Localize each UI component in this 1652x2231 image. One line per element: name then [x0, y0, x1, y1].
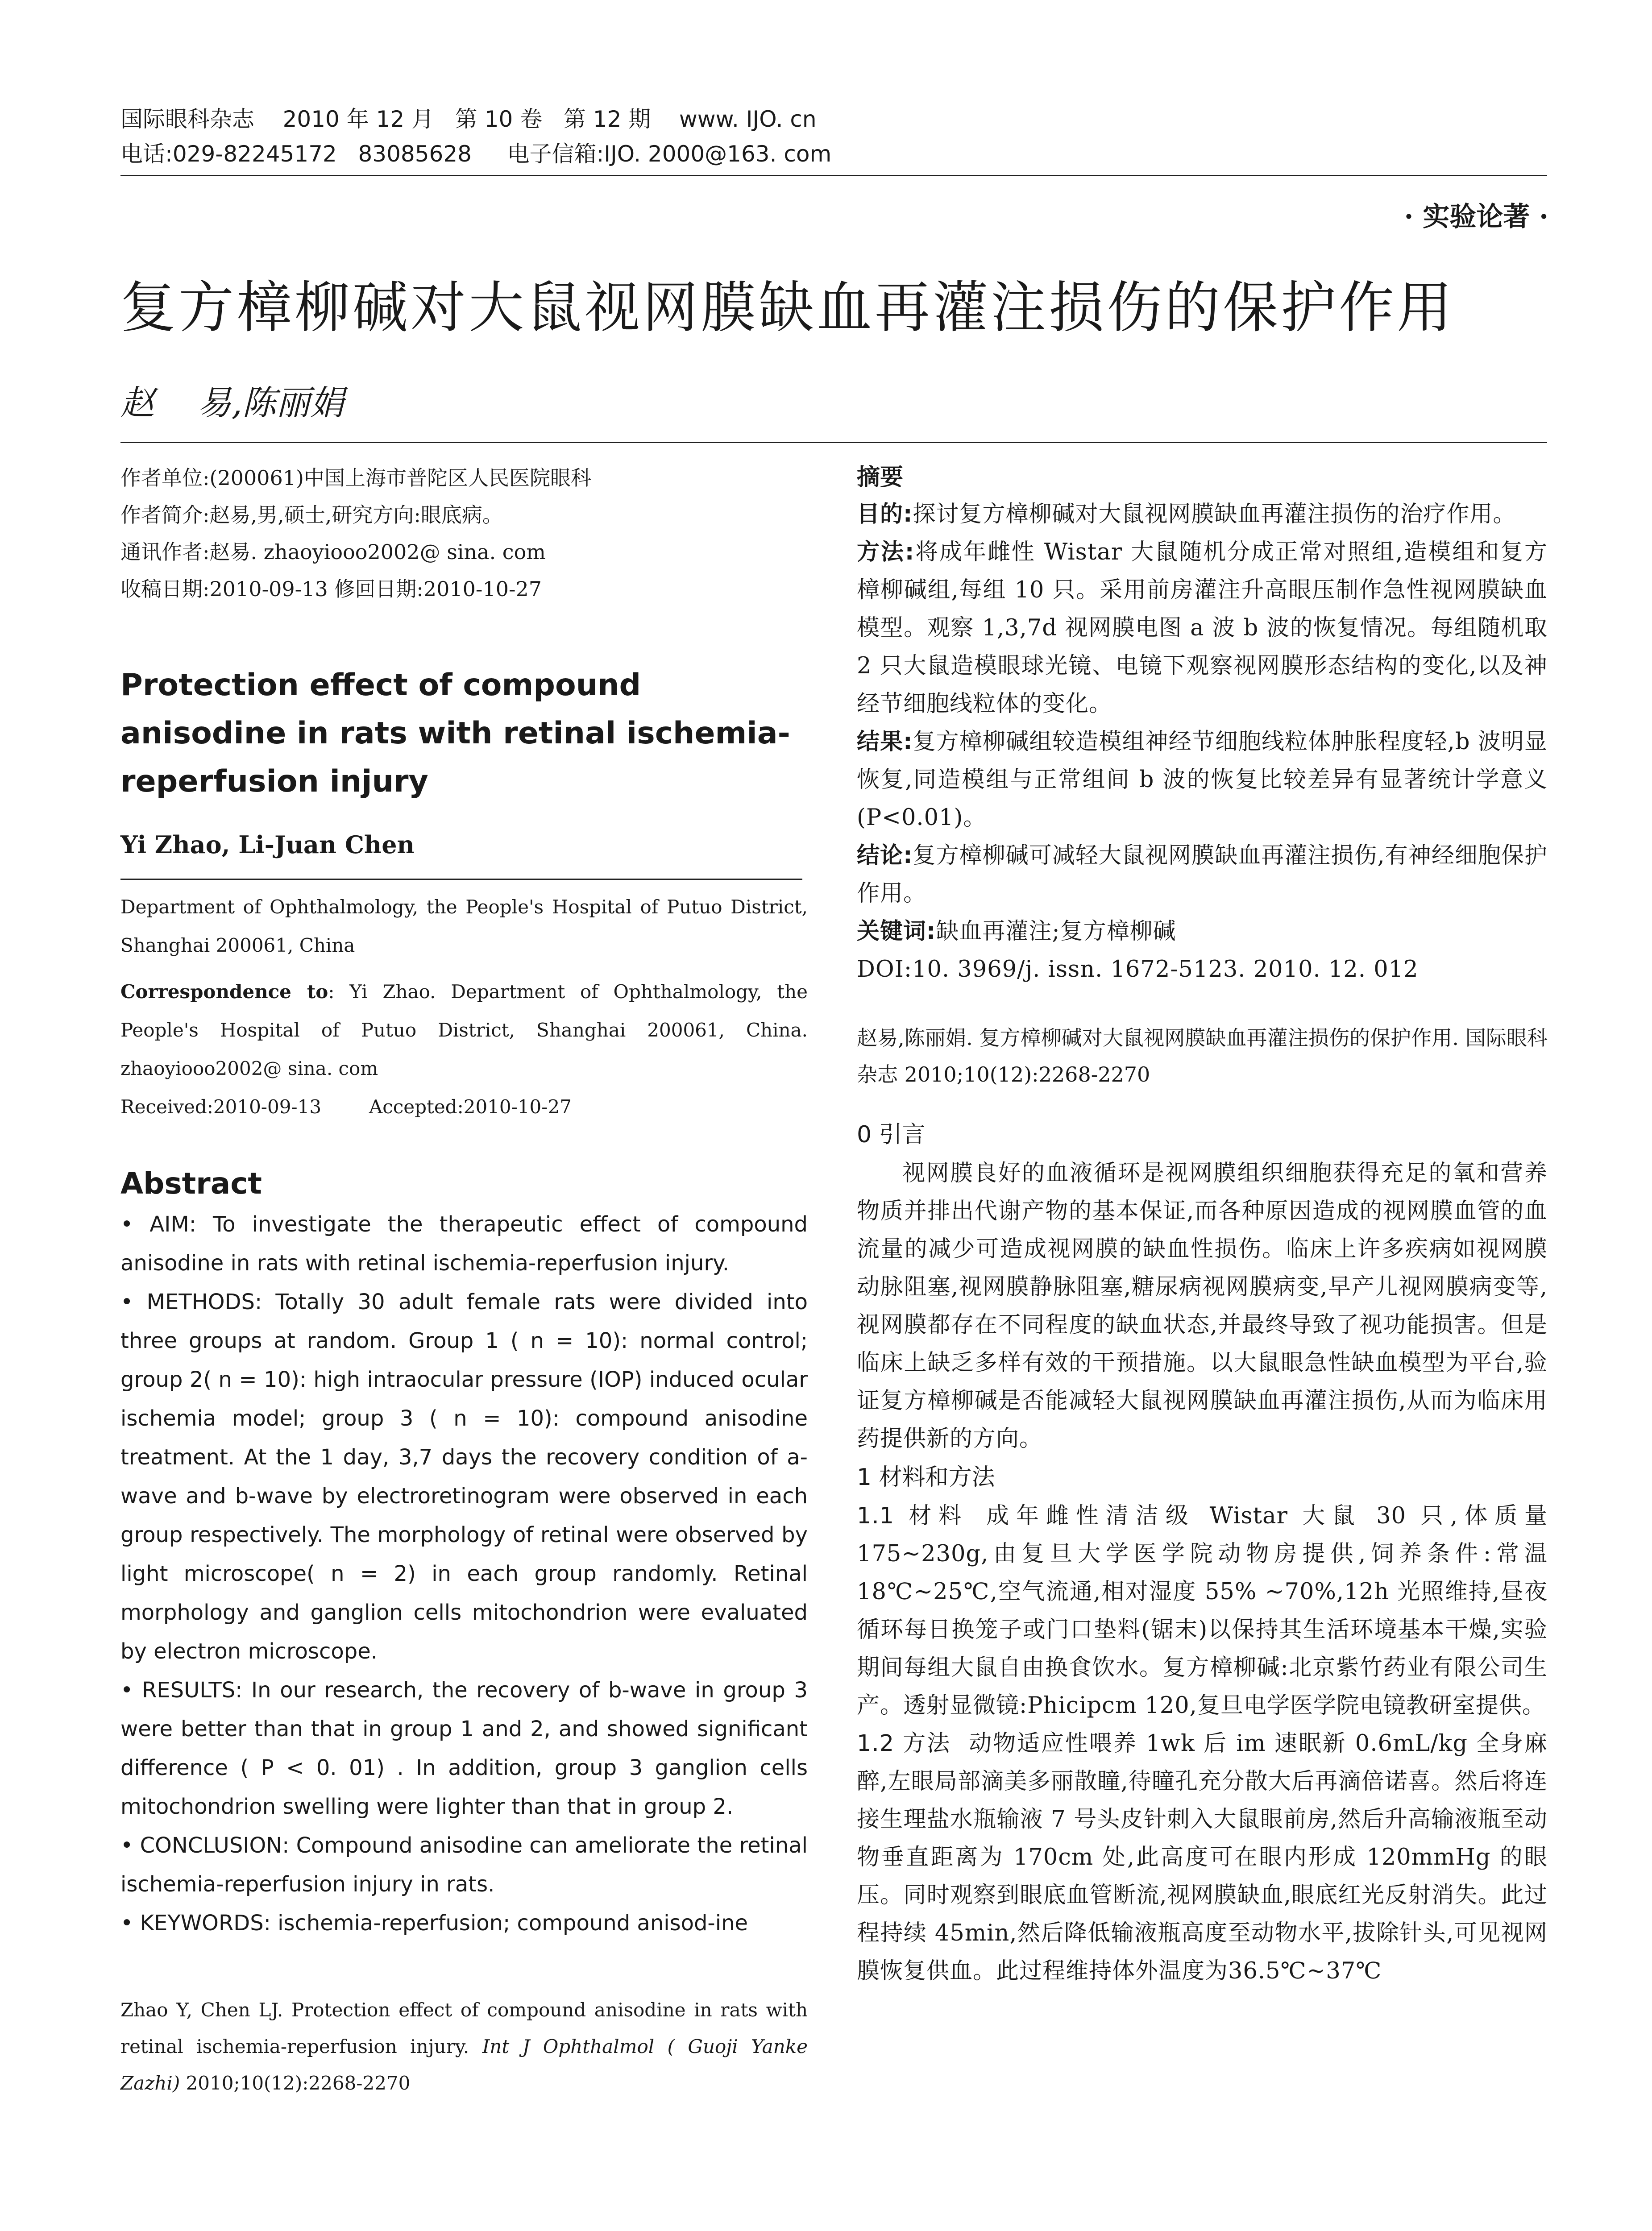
intro-heading: 0 引言 — [857, 1121, 926, 1148]
english-authors-rule — [120, 879, 802, 880]
cn-abstract-keywords — [857, 912, 1548, 950]
abstract-methods: • METHODS: Totally 30 adult female rats were divided into three groups at random. Group 1 ( n = 10): normal control; group 2( n = 10): high intraocular pressure (IOP) induced ocular ischemia model; group 3 ( n = 10): compound anisodine treatment. At the 1 day, 3,7 days the recovery condition of a-wave and b-wave by electroretinogram were observed in each group respectively. The morphology of retinal were observed by light microscope( n = 2) in each group randomly. Retinal morphology and ganglion cells mitochondrion were evaluated by electron microscope. — [120, 1290, 808, 1664]
left-column — [120, 460, 808, 2102]
cn-methods-text: 将成年雌性 Wistar 大鼠随机分成正常对照组,造模组和复方樟柳碱组,每组 10 只。采用前房灌注升高眼压制作急性视网膜缺血模型。观察 1,3,7d 视网膜电图 a 波 b 波的恢复情况。每组随机取 2 只大鼠造模眼球光镜、电镜下观察视网膜形态结构的变化,以及神经节细胞线粒体的变化。 — [857, 539, 1548, 717]
cn-conclusion-label: 结论: — [857, 842, 913, 869]
chinese-authors: 赵 易,陈丽娟 — [120, 383, 344, 423]
cn-abstract-conclusion — [857, 837, 1548, 912]
cn-aim-label: 目的: — [857, 501, 913, 527]
doi: DOI:10. 3969/j. issn. 1672-5123. 2010. 12. 012 — [857, 956, 1419, 983]
journal-header-line2: 电话:029-82245172 83085628 电子信箱:IJO. 2000@163. com — [120, 141, 832, 167]
materials-text: 成年雌性清洁级 Wistar 大鼠 30 只,体质量 175~230g,由复旦大学医学院动物房提供,饲养条件:常温 18℃~25℃,空气流通,相对湿度 55% ~70%,12h 光照维持,昼夜循环每日换笼子或门口垫料(锯末)以保持其生活环境基本干燥,实验期间每组大鼠自由换食饮水。复方樟柳碱:北京紫竹药业有限公司生产。透射显微镜:Phicipcm 120,复旦电学医学院电镜教研室提供。 — [857, 1503, 1548, 1719]
section-tag: · 实验论著 · — [1404, 201, 1548, 232]
cn-abstract-methods — [857, 533, 1548, 723]
chinese-title: 复方樟柳碱对大鼠视网膜缺血再灌注损伤的保护作用 — [120, 276, 1455, 340]
correspondence — [120, 973, 808, 1088]
received-dates: 收稿日期:2010-09-13 修回日期:2010-10-27 — [120, 577, 542, 601]
methods-text: 动物适应性喂养 1wk 后 im 速眠新 0.6mL/kg 全身麻醉,左眼局部滴美多丽散瞳,待瞳孔充分散大后再滴倍诺喜。然后将连接生理盐水瓶输液 7 号头皮针刺入大鼠眼前房,然后升高输液瓶至动物垂直距离为 170cm 处,此高度可在眼内形成 120mmHg 的眼压。同时观察到眼底血管断流,视网膜缺血,眼底红光反射消失。此过程持续 45min,然后降低输液瓶高度至动物水平,拔除针头,可见视网膜恢复供血。此过程维持体外温度为36.5℃~37℃ — [857, 1730, 1548, 1984]
chinese-citation: 赵易,陈丽娟. 复方樟柳碱对大鼠视网膜缺血再灌注损伤的保护作用. 国际眼科杂志 2010;10(12):2268-2270 — [857, 1026, 1548, 1086]
cn-conclusion-text: 复方樟柳碱可减轻大鼠视网膜缺血再灌注损伤,有神经细胞保护作用。 — [857, 842, 1548, 907]
right-column — [857, 460, 1548, 1990]
methods-label: 1.2 方法 — [857, 1730, 951, 1757]
correspondence-label: Correspondence to — [120, 981, 328, 1003]
intro-paragraph: 视网膜良好的血液循环是视网膜组织细胞获得充足的氧和营养物质并排出代谢产物的基本保证,而各种原因造成的视网膜血管的血流量的减少可造成视网膜的缺血性损伤。临床上许多疾病如视网膜动脉阻塞,视网膜静脉阻塞,糖尿病视网膜病变,早产儿视网膜病变等,视网膜都存在不同程度的缺血状态,并最终导致了视功能损害。但是临床上缺乏多样有效的干预措施。以大鼠眼急性缺血模型为平台,验证复方樟柳碱是否能减轻大鼠视网膜缺血再灌注损伤,从而为临床用药提供新的方向。 — [857, 1160, 1548, 1452]
english-citation-journal: Int J Ophthalmol ( Guoji Yanke Zazhi) — [120, 2036, 808, 2094]
received-accepted: Received:2010-09-13 Accepted:2010-10-27 — [120, 1096, 572, 1118]
corresponding-author: 通讯作者:赵易. zhaoyiooo2002@ sina. com — [120, 540, 546, 564]
abstract-heading: Abstract — [120, 1166, 262, 1201]
cn-keywords-text: 缺血再灌注;复方樟柳碱 — [936, 918, 1176, 945]
abstract-conclusion: • CONCLUSION: Compound anisodine can ameliorate the retinal ischemia-reperfusion injury in rats. — [120, 1833, 808, 1897]
authors-rule — [120, 442, 1547, 443]
author-unit: 作者单位:(200061)中国上海市普陀区人民医院眼科 — [120, 466, 591, 490]
cn-results-label: 结果: — [857, 729, 913, 755]
abstract-results: • RESULTS: In our research, the recovery of b-wave in group 3 were better than that in group 1 and 2, and showed significant difference ( P < 0. 01) . In addition, group 3 ganglion cells mitochondrion swelling were lighter than that in group 2. — [120, 1678, 808, 1819]
author-bio: 作者简介:赵易,男,硕士,研究方向:眼底病。 — [120, 503, 503, 527]
journal-header — [120, 102, 1548, 171]
english-citation-text: Zhao Y, Chen LJ. Protection effect of compound anisodine in rats with retinal ischemia-reperfusion injury. — [120, 1999, 808, 2057]
methods-paragraph — [857, 1725, 1548, 1990]
affiliation: Department of Ophthalmology, the People's Hospital of Putuo District, Shanghai 200061, China — [120, 896, 808, 956]
cn-results-text: 复方樟柳碱组较造模组神经节细胞线粒体肿胀程度轻,b 波明显恢复,同造模组与正常组间 b 波的恢复比较差异有显著统计学意义(P<0.01)。 — [857, 729, 1548, 831]
cn-aim-text: 探讨复方樟柳碱对大鼠视网膜缺血再灌注损伤的治疗作用。 — [913, 501, 1516, 527]
chinese-abstract-heading: 摘要 — [857, 464, 904, 491]
materials-label: 1.1 材料 — [857, 1503, 969, 1529]
cn-methods-label: 方法: — [857, 539, 915, 565]
journal-header-line1: 国际眼科杂志 2010 年 12 月 第 10 卷 第 12 期 www. IJO. cn — [120, 106, 817, 132]
abstract-aim: • AIM: To investigate the therapeutic effect of compound anisodine in rats with retinal ischemia-reperfusion injury. — [120, 1212, 808, 1276]
english-citation — [120, 1992, 808, 2102]
english-citation-tail: 2010;10(12):2268-2270 — [180, 2072, 411, 2094]
correspondence-text: : Yi Zhao. Department of Ophthalmology, the People's Hospital of Putuo District, Shanghai 200061, China. zhaoyiooo2002@ sina. com — [120, 981, 808, 1079]
english-title: Protection effect of compound anisodine in rats with retinal ischemia-reperfusion injury — [120, 668, 790, 799]
abstract-keywords: • KEYWORDS: ischemia-reperfusion; compound anisod-ine — [120, 1911, 748, 1936]
english-authors: Yi Zhao, Li-Juan Chen — [120, 830, 415, 859]
cn-abstract-results — [857, 723, 1548, 837]
header-rule — [120, 175, 1547, 176]
cn-abstract-aim — [857, 495, 1548, 533]
cn-keywords-label: 关键词: — [857, 918, 936, 945]
materials-paragraph — [857, 1497, 1548, 1725]
methods-heading: 1 材料和方法 — [857, 1464, 995, 1491]
